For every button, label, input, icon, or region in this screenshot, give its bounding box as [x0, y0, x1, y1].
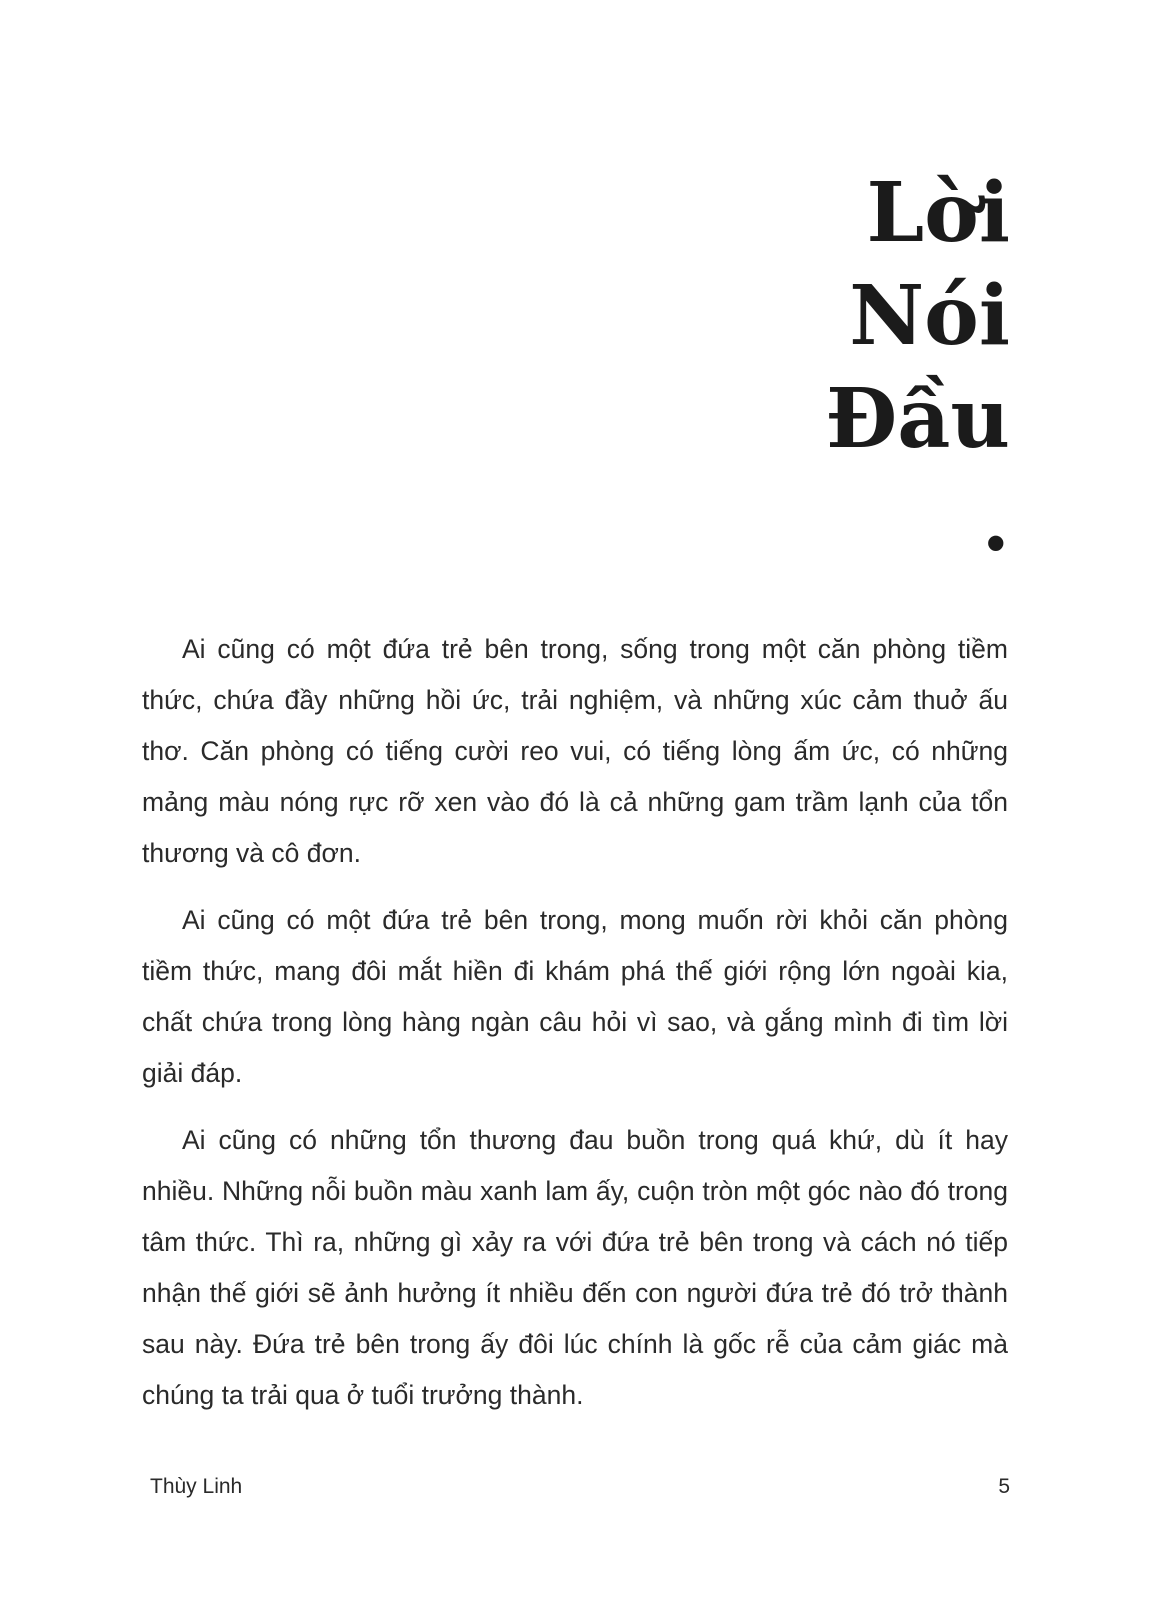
- paragraph-3: Ai cũng có những tổn thương đau buồn trong quá khứ, dù ít hay nhiều. Những nỗi buồn màu xanh lam ấy, cuộn tròn một góc nào đó trong tâm thức. Thì ra, những gì xảy ra với đứa trẻ bên trong và cách nó tiếp nhận thế giới sẽ ảnh hưởng ít nhiều đến con người đứa trẻ đó trở thành sau này. Đứa trẻ bên trong ấy đôi lúc chính là gốc rễ của cảm giác mà chúng ta trải qua ở tuổi trưởng thành.: [142, 1125, 1008, 1410]
- chapter-title-line-3: Đầu: [825, 371, 1010, 467]
- chapter-title-line-2: Nói: [849, 268, 1010, 364]
- paragraph-2: Ai cũng có một đứa trẻ bên trong, mong muốn rời khỏi căn phòng tiềm thức, mang đôi mắt hiền đi khám phá thế giới rộng lớn ngoài kia, chất chứa trong lòng hàng ngàn câu hỏi vì sao, và gắng mình đi tìm lời giải đáp.: [142, 905, 1008, 1088]
- chapter-title-line-1: Lời: [866, 165, 1010, 261]
- footer-author: Thùy Linh: [150, 1475, 243, 1498]
- chapter-title-period: .: [981, 474, 1010, 570]
- page-number: 5: [998, 1475, 1010, 1498]
- chapter-title: [826, 162, 1010, 574]
- body-text: [142, 624, 1008, 1437]
- paragraph-1: Ai cũng có một đứa trẻ bên trong, sống trong một căn phòng tiềm thức, chứa đầy những hồi ức, trải nghiệm, và những xúc cảm thuở ấu thơ. Căn phòng có tiếng cười reo vui, có tiếng lòng ấm ức, có những mảng màu nóng rực rỡ xen vào đó là cả những gam trầm lạnh của tổn thương và cô đơn.: [142, 634, 1008, 868]
